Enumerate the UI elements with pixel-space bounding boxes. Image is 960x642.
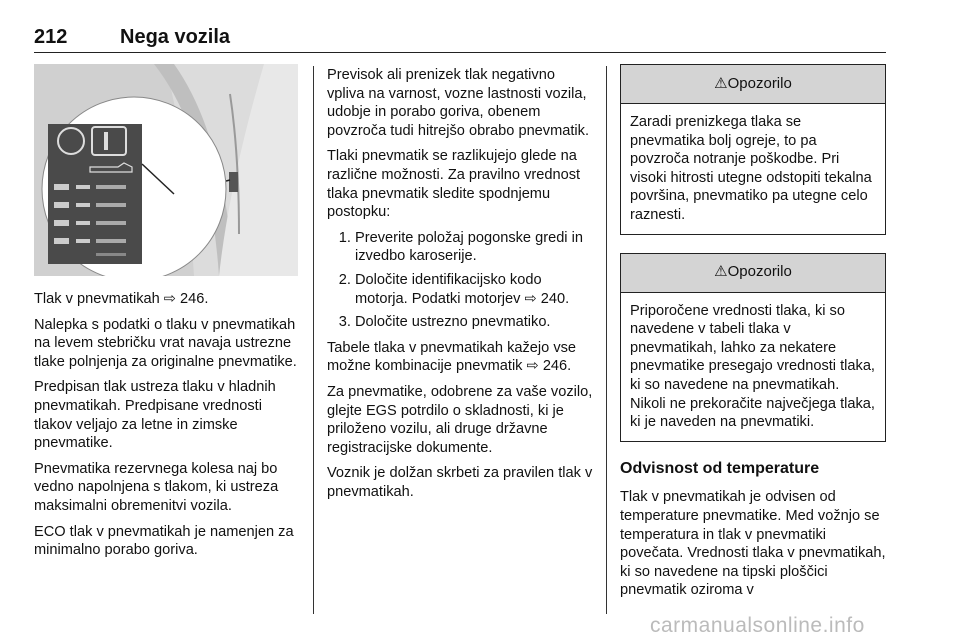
- warning-text: Zaradi prenizkega tlaka se pnevmatika bolj ogreje, to pa povzroča notranje poškodbe. Pri visoki hitrosti utegne odstopiti tekalna površina, pnevmatiko pa utegne celo raznesti.: [630, 114, 872, 223]
- paragraph: Voznik je dolžan skrbeti za pravilen tlak v pnevmatikah.: [327, 465, 593, 500]
- warning-box: [620, 64, 886, 235]
- column-divider: [313, 66, 314, 614]
- list-item: 2. Določite identifikacijsko kodo motorja. Podatki motorjev ⇨ 240.: [355, 271, 593, 308]
- tire-pressure-label-figure: [34, 64, 298, 276]
- warning-title: ⚠Opozorilo: [621, 254, 885, 293]
- paragraph: Tlak v pnevmatikah je odvisen od temperature pnevmatike. Med vožnjo se temperatura in tlak v pnevmatiki povečata. Vrednosti tlaka v pnevmatikah, ki so navedene na tipski ploščici pnevmatik oziroma v: [620, 489, 886, 599]
- paragraph: Tlaki pnevmatik se razlikujejo glede na različne možnosti. Za pravilno vrednost tlaka pnevmatik sledite spodnjemu postopku:: [327, 148, 581, 221]
- warning-box: [620, 253, 886, 442]
- column-3: [620, 64, 886, 607]
- paragraph: Previsok ali prenizek tlak negativno vpliva na varnost, vozne lastnosti vozila, udobje in porabo goriva, obenem povzroča tudi hitrejšo obrabo pnevmatik.: [327, 67, 590, 139]
- warning-title: ⚠Opozorilo: [621, 65, 885, 104]
- paragraph: Predpisan tlak ustreza tlaku v hladnih pnevmatikah. Predpisane vrednosti tlakov veljajo za letne in zimske pnevmatike.: [34, 379, 276, 452]
- column-1: [34, 64, 300, 567]
- paragraph: Za pnevmatike, odobrene za vaše vozilo, glejte EGS potrdilo o skladnosti, ki je priloženo vozilu, ali druge državne registracijske dokumente.: [327, 383, 593, 456]
- figure-caption: Tlak v pnevmatikah ⇨ 246.: [34, 291, 209, 307]
- list-item: 3. Določite ustrezno pnevmatiko.: [355, 313, 593, 332]
- column-2: [327, 66, 593, 508]
- list-item: 1. Preverite položaj pogonske gredi in izvedbo karoserije.: [355, 229, 593, 266]
- column-divider: [606, 66, 607, 614]
- section-heading: Odvisnost od temperature: [620, 459, 820, 477]
- paragraph: ECO tlak v pnevmatikah je namenjen za minimalno porabo goriva.: [34, 523, 294, 559]
- procedure-list: [327, 229, 593, 332]
- paragraph: Nalepka s podatki o tlaku v pnevmatikah na levem stebričku vrat navaja ustrezne tlake polnjenja za originalne pnevmatike.: [34, 316, 297, 370]
- page-header: [34, 22, 886, 53]
- watermark: carmanualsonline.info: [650, 614, 865, 637]
- warning-text: Priporočene vrednosti tlaka, ki so navedene v tabeli tlaka v pnevmatikah, lahko za nekatere pnevmatike presegajo vrednosti tlaka, ki so navedene na pnevmatikah. Nikoli ne prekoračite največjega tlaka, ki je naveden na pnevmatiki.: [630, 302, 875, 431]
- chapter-title: Nega vozila: [120, 26, 231, 48]
- paragraph: Pnevmatika rezervnega kolesa naj bo vedno napolnjena s tlakom, ki ustreza maksimalni obremenitvi vozila.: [34, 460, 279, 514]
- paragraph: Tabele tlaka v pnevmatikah kažejo vse možne kombinacije pnevmatik ⇨ 246.: [327, 339, 577, 375]
- page-number: 212: [34, 26, 68, 48]
